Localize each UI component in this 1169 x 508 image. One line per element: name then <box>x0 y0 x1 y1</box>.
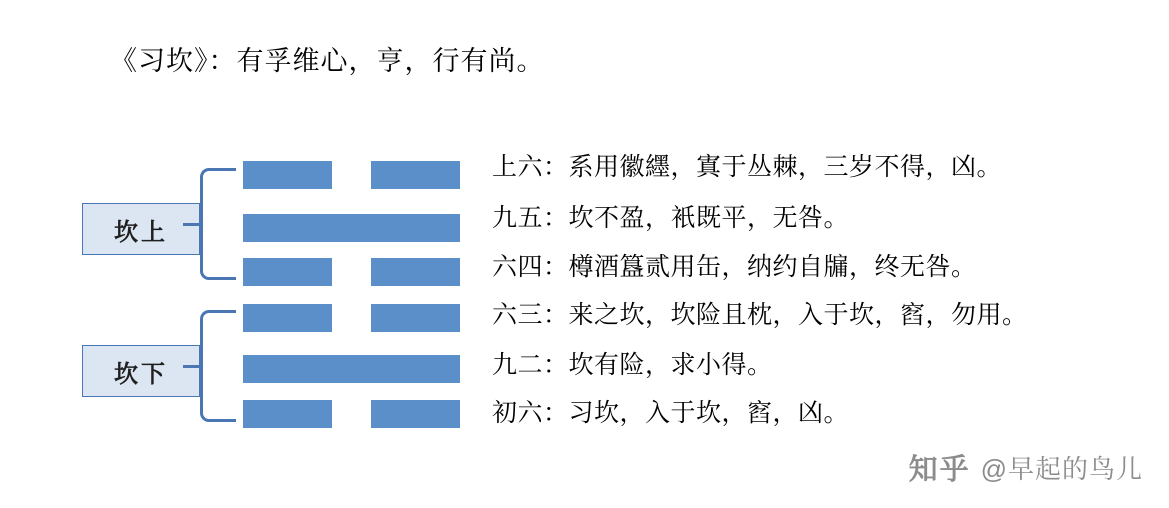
trigram-label-upper: 坎上 <box>82 203 200 255</box>
yao-text-5: 九五：坎不盈，衹既平，无咎。 <box>492 205 850 232</box>
line-segment-right <box>371 161 460 189</box>
watermark <box>909 447 1143 488</box>
line-segment-left <box>243 258 332 286</box>
line-segment-right <box>371 258 460 286</box>
yao-text-6: 上六：系用徽纆，寘于丛棘，三岁不得，凶。 <box>492 154 1003 181</box>
watermark-handle: @早起的鸟儿 <box>980 454 1143 484</box>
connector-stem-lower <box>183 365 201 368</box>
line-segment-left <box>243 400 332 428</box>
trigram-label-lower: 坎下 <box>82 345 200 397</box>
line-segment-full <box>243 214 460 242</box>
line-segment-full <box>243 355 460 383</box>
line-segment-left <box>243 304 332 332</box>
connector-stem-upper <box>183 223 201 226</box>
line-segment-right <box>371 304 460 332</box>
yao-text-2: 九二：坎有险，求小得。 <box>492 352 773 379</box>
connector-bracket-upper <box>200 168 236 280</box>
line-segment-right <box>371 400 460 428</box>
yao-text-1: 初六：习坎，入于坎，窞，凶。 <box>492 400 850 427</box>
yao-text-3: 六三：来之坎，坎险且枕，入于坎，窞，勿用。 <box>492 302 1028 329</box>
zhihu-logo: 知乎 <box>908 454 971 486</box>
yao-text-4: 六四：樽酒簋贰用缶，纳约自牖，终无咎。 <box>492 254 977 281</box>
page-title: 《习坎》：有孚维心，亨，行有尚。 <box>110 46 545 76</box>
line-segment-left <box>243 161 332 189</box>
connector-bracket-lower <box>200 310 236 422</box>
